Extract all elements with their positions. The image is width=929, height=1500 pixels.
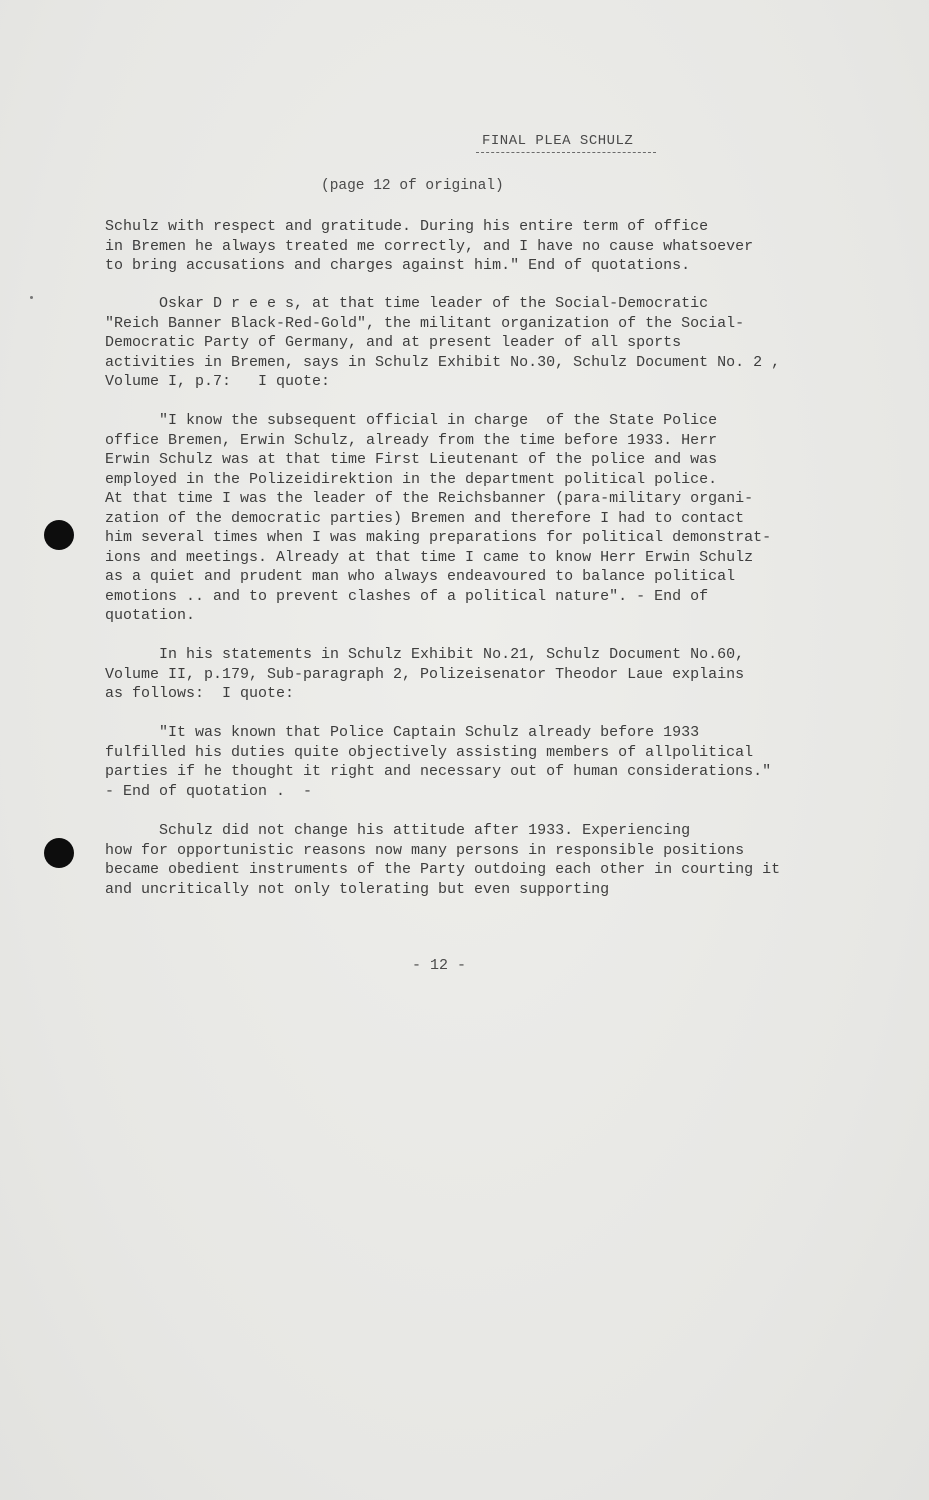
punch-hole <box>44 838 74 868</box>
document-title: FINAL PLEA SCHULZ <box>482 133 634 149</box>
punch-hole <box>44 520 74 550</box>
paragraph-laue-intro: In his statements in Schulz Exhibit No.21, Schulz Document No.60, Volume II, p.179, Sub-paragraph 2, Polizeisenator Theodor Laue explains as follows: I quote: <box>105 646 745 702</box>
paragraph-closing-quotation: Schulz with respect and gratitude. During his entire term of office in Bremen he always treated me correctly, and I have no cause whatsoever to bring accusations and charges against him." End of quotations. <box>105 218 754 274</box>
original-page-reference: (page 12 of original) <box>321 178 504 194</box>
paragraph-schulz-attitude: Schulz did not change his attitude after 1933. Experiencing how for opportunistic reasons now many persons in responsible positions became obedient instruments of the Party outdoing each other in courting it and uncritically not only tolerating but even supporting <box>105 822 781 898</box>
page-number: - 12 - <box>412 957 467 974</box>
paper-speck <box>30 296 33 299</box>
paragraph-drees-quotation: "I know the subsequent official in charge of the State Police office Bremen, Erwin Schulz, already from the time before 1933. Herr Erwin Schulz was at that time First Lieutenant of the police and was employed in the Polizeidirektion in the department political police. At that time I was the leader of the Reichsbanner (para-military organi- zation of the democratic parties) Bremen and therefore I had to contact him several times when I was making preparations for political demonstrat- ions and meetings. Already at that time I came to know Herr Erwin Schulz as a quiet and prudent man who always endeavoured to balance political emotions .. and to prevent clashes of a political nature". - End of quotation. <box>105 412 772 624</box>
paragraph-laue-quotation: "It was known that Police Captain Schulz already before 1933 fulfilled his duties quite objectively assisting members of allpolitical parties if he thought it right and necessary out of human considerations." - End of quotation . - <box>105 724 772 800</box>
title-underline <box>476 152 656 153</box>
paragraph-drees-intro: Oskar D r e e s, at that time leader of the Social-Democratic "Reich Banner Black-Red-Gold", the militant organization of the Social- Democratic Party of Germany, and at present leader of all sports activities in Bremen, says in Schulz Exhibit No.30, Schulz Document No. 2 , Volume I, p.7: I quote: <box>105 295 781 390</box>
